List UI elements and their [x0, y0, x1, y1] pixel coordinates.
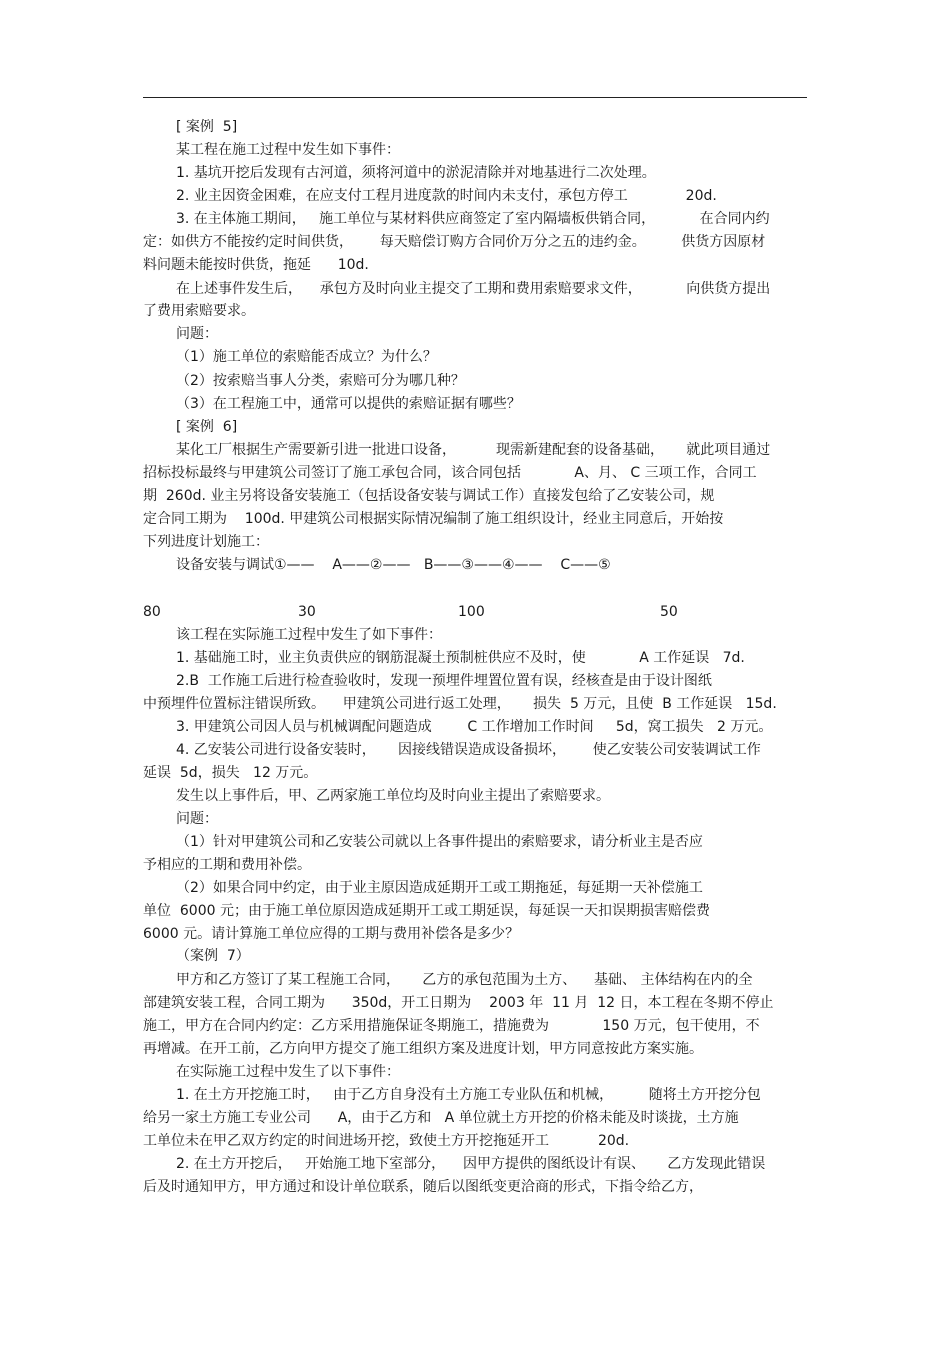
text-line: 1. 基础施工时，业主负责供应的钢筋混凝土预制桩供应不及时，使 A 工作延误 7d.	[176, 650, 745, 666]
text-line: （案例 7）	[176, 948, 250, 964]
header-rule	[143, 97, 807, 98]
text-line: 2.B 工作施工后进行检查验收时，发现一预埋件埋置位置有误，经核查是由于设计图纸	[176, 673, 712, 689]
text-line: 6000 元。请计算施工单位应得的工期与费用补偿各是多少？	[143, 926, 520, 942]
text-line: 问题：	[176, 326, 218, 342]
text-line: [ 案例 6]	[176, 419, 238, 435]
duration-value: 100	[458, 604, 485, 620]
text-line: 该工程在实际施工过程中发生了如下事件：	[176, 627, 442, 643]
text-line: 问题：	[176, 811, 218, 827]
text-line: 给另一家土方施工专业公司 A，由于乙方和 A 单位就土方开挖的价格未能及时谈拢，土方施	[143, 1110, 739, 1126]
text-line: 下列进度计划施工：	[143, 534, 269, 550]
text-line: 定合同工期为 100d. 甲建筑公司根据实际情况编制了施工组织设计，经业主同意后，开始按	[143, 511, 724, 527]
text-line: 了费用索赔要求。	[143, 303, 255, 319]
text-line: 工单位未在甲乙双方约定的时间进场开挖，致使土方开挖拖延开工 20d.	[143, 1133, 630, 1149]
text-line: 3. 在主体施工期间， 施工单位与某材料供应商签定了室内隔墙板供销合同， 在合同内约	[176, 211, 770, 227]
text-line: 单位 6000 元；由于施工单位原因造成延期开工或工期延误，每延误一天扣误期损害赔偿费	[143, 903, 710, 919]
text-line: 在上述事件发生后， 承包方及时向业主提交了工期和费用索赔要求文件， 向供货方提出	[176, 281, 771, 297]
text-line: 在实际施工过程中发生了以下事件：	[176, 1064, 400, 1080]
text-line: 部建筑安装工程，合同工期为 350d，开工日期为 2003 年 11 月 12 日，本工程在冬期不停止	[143, 995, 774, 1011]
text-line: 设备安装与调试①—— A——②—— B——③——④—— C——⑤	[176, 557, 611, 573]
text-line: 1. 在土方开挖施工时， 由于乙方自身没有土方施工专业队伍和机械， 随将土方开挖分包	[176, 1087, 761, 1103]
text-line: 招标投标最终与甲建筑公司签订了施工承包合同，该合同包括 A、月、 C 三项工作，合同工	[143, 465, 757, 481]
text-line: 某工程在施工过程中发生如下事件：	[176, 142, 400, 158]
text-line: 2. 在土方开挖后， 开始施工地下室部分， 因甲方提供的图纸设计有误、 乙方发现此错误	[176, 1156, 766, 1172]
text-line: 2. 业主因资金困难，在应支付工程月进度款的时间内未支付，承包方停工 20d.	[176, 188, 717, 204]
text-line: 后及时通知甲方，甲方通过和设计单位联系，随后以图纸变更洽商的形式，下指令给乙方，	[143, 1179, 703, 1195]
text-line: （2）如果合同中约定，由于业主原因造成延期开工或工期拖延，每延期一天补偿施工	[176, 880, 703, 896]
text-line: [ 案例 5]	[176, 119, 238, 135]
text-line: 予相应的工期和费用补偿。	[143, 857, 311, 873]
text-line: 甲方和乙方签订了某工程施工合同， 乙方的承包范围为土方、 基础、 主体结构在内的全	[176, 972, 753, 988]
text-line: 某化工厂根据生产需要新引进一批进口设备， 现需新建配套的设备基础， 就此项目通过	[176, 442, 771, 458]
text-line: 料问题未能按时供货，拖延 10d.	[143, 257, 369, 273]
text-line: 发生以上事件后，甲、乙两家施工单位均及时向业主提出了索赔要求。	[176, 788, 610, 804]
text-line: 再增减。在开工前，乙方向甲方提交了施工组织方案及进度计划，甲方同意按此方案实施。	[143, 1041, 703, 1057]
text-line: （2）按索赔当事人分类，索赔可分为哪几种？	[176, 373, 465, 389]
text-line: 3. 甲建筑公司因人员与机械调配问题造成 C 工作增加工作时间 5d，窝工损失 2 万元。	[176, 719, 773, 735]
text-line: 中预埋件位置标注错误所致。 甲建筑公司进行返工处理， 损失 5 万元，且使 B 工作延误 15d.	[143, 696, 777, 712]
text-line: （1）施工单位的索赔能否成立？为什么？	[176, 349, 437, 365]
text-line: 延误 5d，损失 12 万元。	[143, 765, 318, 781]
text-line: （3）在工程施工中，通常可以提供的索赔证据有哪些？	[176, 396, 521, 412]
duration-value: 80	[143, 604, 161, 620]
text-line: 1. 基坑开挖后发现有古河道，须将河道中的淤泥清除并对地基进行二次处理。	[176, 165, 656, 181]
duration-value: 30	[298, 604, 316, 620]
duration-row	[0, 602, 950, 622]
text-line: 定：如供方不能按约定时间供货， 每天赔偿订购方合同价万分之五的违约金。 供货方因原材	[143, 234, 766, 250]
text-line: （1）针对甲建筑公司和乙安装公司就以上各事件提出的索赔要求，请分析业主是否应	[176, 834, 703, 850]
text-line: 期 260d. 业主另将设备安装施工（包括设备安装与调试工作）直接发包给了乙安装公司，规	[143, 488, 715, 504]
text-line: 施工，甲方在合同内约定：乙方采用措施保证冬期施工，措施费为 150 万元，包干使用，不	[143, 1018, 760, 1034]
duration-value: 50	[660, 604, 678, 620]
text-line: 4. 乙安装公司进行设备安装时， 因接线错误造成设备损坏， 使乙安装公司安装调试工作	[176, 742, 761, 758]
